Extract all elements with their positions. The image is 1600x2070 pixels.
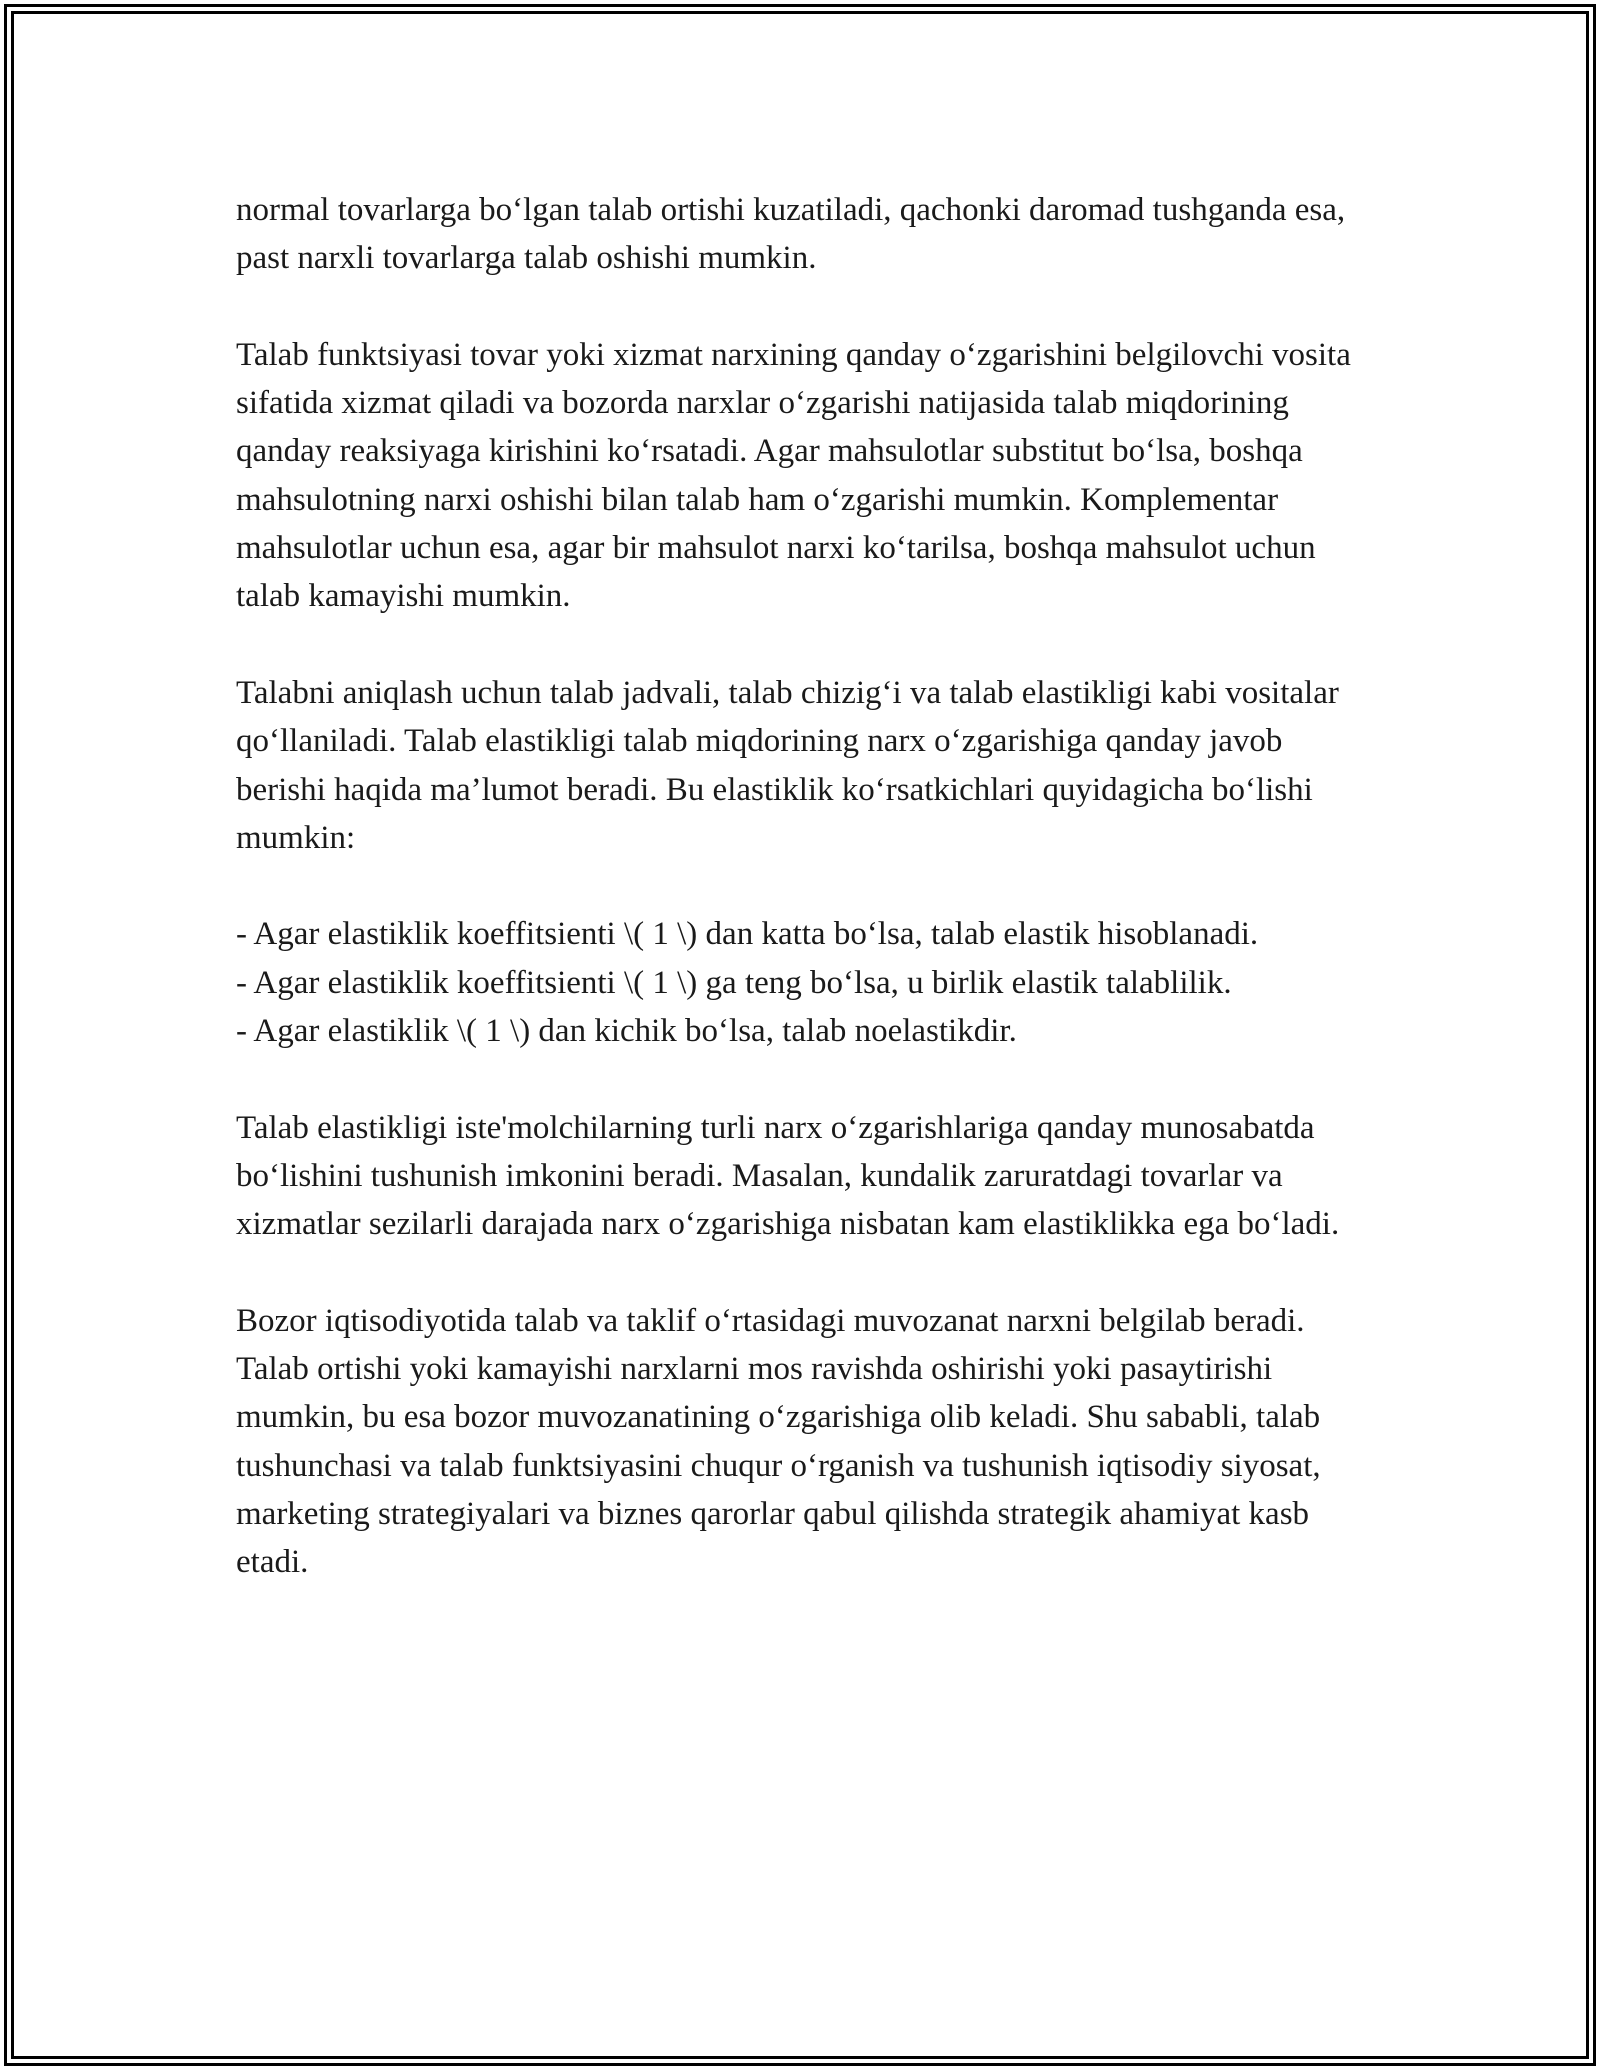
paragraph-5: Bozor iqtisodiyotida talab va taklif o‘rtasidagi muvozanat narxni belgilab beradi. Talab ortishi yoki kamayishi narxlarni mos ravishda oshirishi yoki pasaytirishi mumkin, bu esa bozor muvozanatining o‘zgarishiga olib keladi. Shu sababli, talab tushunchasi va talab funktsiyasini chuqur o‘rganish va tushunish iqtisodiy siyosat, marketing strategiyalari va biznes qarorlar qabul qilishda strategik ahamiyat kasb etadi. — [236, 1302, 1321, 1581]
list-item: - Agar elastiklik koeffitsienti \( 1 \) ga teng bo‘lsa, u birlik elastik talablilik. — [236, 964, 1232, 1001]
paragraph-2: Talab funktsiyasi tovar yoki xizmat narxining qanday o‘zgarishini belgilovchi vosita sifatida xizmat qiladi va bozorda narxlar o‘zgarishi natijasida talab miqdorining qanday reaksiyaga kirishini ko‘rsatadi. Agar mahsulotlar substitut bo‘lsa, boshqa mahsulotning narxi oshishi bilan talab ham o‘zgarishi mumkin. Komplementar mahsulotlar uchun esa, agar bir mahsulot narxi ko‘tarilsa, boshqa mahsulot uchun talab kamayishi mumkin. — [236, 336, 1351, 615]
document-body — [236, 186, 1366, 1587]
list-item: - Agar elastiklik koeffitsienti \( 1 \) dan katta bo‘lsa, talab elastik hisoblanadi. — [236, 916, 1259, 953]
paragraph-1: normal tovarlarga bo‘lgan talab ortishi kuzatiladi, qachonki daromad tushganda esa, past narxli tovarlarga talab oshishi mumkin. — [236, 192, 1346, 277]
paragraph-3: Talabni aniqlash uchun talab jadvali, talab chizig‘i va talab elastikligi kabi vositalar qo‘llaniladi. Talab elastikligi talab miqdorining narx o‘zgarishiga qanday javob berishi haqida ma’lumot beradi. Bu elastiklik ko‘rsatkichlari quyidagicha bo‘lishi mumkin: — [236, 674, 1339, 856]
elasticity-list — [236, 910, 1366, 1055]
list-item: - Agar elastiklik \( 1 \) dan kichik bo‘lsa, talab noelastikdir. — [236, 1013, 1017, 1050]
paragraph-4: Talab elastikligi iste'molchilarning turli narx o‘zgarishlariga qanday munosabatda bo‘lishini tushunish imkonini beradi. Masalan, kundalik zaruratdagi tovarlar va xizmatlar sezilarli darajada narx o‘zgarishiga nisbatan kam elastiklikka ega bo‘ladi. — [236, 1109, 1340, 1243]
